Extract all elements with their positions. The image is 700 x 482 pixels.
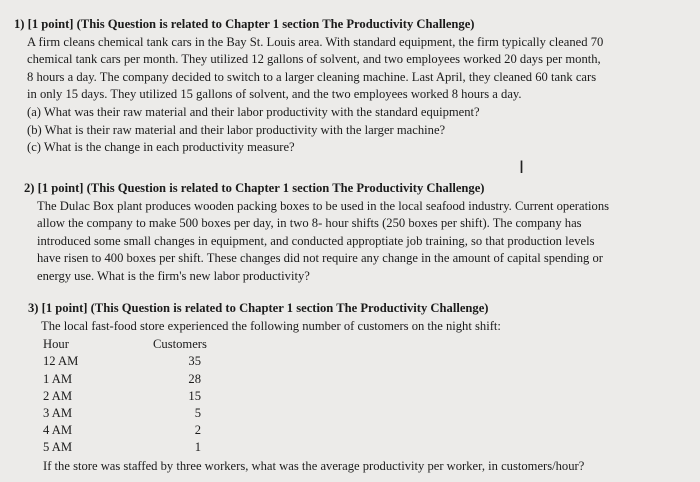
table-row <box>43 353 668 370</box>
question-1-part-b: (b) What is their raw material and their labor productivity with the larger machine? <box>27 122 446 137</box>
column-header-customers: Customers <box>153 337 207 352</box>
question-2-line: energy use. What is the firm's new labor productivity? <box>37 268 310 283</box>
customers-cell: 35 <box>188 354 201 369</box>
hour-cell: 5 AM <box>43 440 73 455</box>
table-header-row <box>43 336 668 353</box>
question-1-heading: 1) [1 point] (This Question is related to Chapter 1 section The Productivity Challenge) <box>14 17 475 31</box>
table-row <box>43 388 668 405</box>
question-2 <box>24 180 678 286</box>
customers-cell: 2 <box>194 423 201 438</box>
hour-cell: 4 AM <box>43 423 73 438</box>
question-1 <box>14 16 680 157</box>
hour-cell: 3 AM <box>43 405 73 420</box>
customers-cell: 1 <box>194 440 201 455</box>
question-2-line: The Dulac Box plant produces wooden packing boxes to be used in the local seafood industry. Current operations <box>37 198 610 213</box>
hour-cell: 12 AM <box>43 354 79 369</box>
hour-cell: 2 AM <box>43 388 73 403</box>
question-2-line: have risen to 400 boxes per shift. These changes did not require any change in the amount of capital spending or <box>37 251 603 266</box>
question-1-line: A firm cleans chemical tank cars in the Bay St. Louis area. With standard equipment, the firm typically cleaned 70 <box>27 34 604 49</box>
customers-cell: 5 <box>194 405 201 420</box>
customers-table <box>43 336 668 456</box>
question-2-text <box>37 198 678 286</box>
question-1-part-c: (c) What is the change in each productivity measure? <box>27 140 295 155</box>
question-2-heading: 2) [1 point] (This Question is related to Chapter 1 section The Productivity Challenge) <box>24 181 485 195</box>
customers-cell: 15 <box>188 388 201 403</box>
question-2-line: allow the company to make 500 boxes per day, in two 8- hour shifts (250 boxes per shift). The company has <box>37 216 582 231</box>
question-3 <box>28 300 668 475</box>
table-row <box>43 439 668 456</box>
table-row <box>43 422 668 439</box>
question-3-prompt: If the store was staffed by three workers, what was the average productivity per worker, in customers/hour? <box>43 458 585 473</box>
table-row <box>43 405 668 422</box>
hour-cell: 1 AM <box>43 371 73 386</box>
question-3-heading: 3) [1 point] (This Question is related to Chapter 1 section The Productivity Challenge) <box>28 301 489 315</box>
question-3-intro: The local fast-food store experienced the following number of customers on the night shift: <box>41 318 501 333</box>
question-1-line: in only 15 days. They utilized 15 gallons of solvent, and the two employees worked 8 hours a day. <box>27 87 522 102</box>
table-row <box>43 371 668 388</box>
question-1-part-a: (a) What was their raw material and their labor productivity with the standard equipment? <box>27 104 480 119</box>
question-2-line: introduced some small changes in equipment, and conducted approptiate job training, so that production levels <box>37 233 595 248</box>
question-1-line: 8 hours a day. The company decided to switch to a larger cleaning machine. Last April, they cleaned 60 tank cars <box>27 69 597 84</box>
question-1-line: chemical tank cars per month. They utilized 12 gallons of solvent, and two employees worked 20 days per month, <box>27 52 601 67</box>
column-header-hour: Hour <box>43 337 69 352</box>
customers-cell: 28 <box>188 371 201 386</box>
question-1-text <box>27 34 680 104</box>
text-cursor-icon: I <box>519 158 525 178</box>
